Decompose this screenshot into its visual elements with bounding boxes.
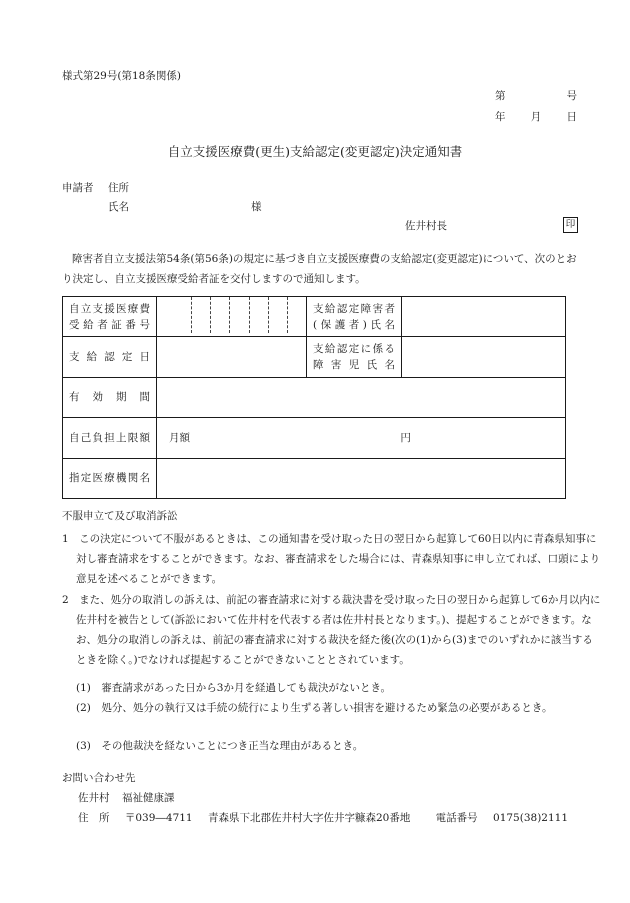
recipient-number-field[interactable] (157, 297, 307, 337)
document-number-line (495, 91, 577, 102)
date-month: 月 (530, 110, 542, 123)
intro-paragraph: 障害者自立支援法第54条(第56条)の規定に基づき自立支援医療費の支給認定(変更認定)について、次のとおり決定し、自立支援医療受給者証を交付しますので通知します。 (62, 253, 577, 285)
contact-village: 佐井村 (78, 792, 110, 804)
institution-field[interactable] (157, 458, 566, 498)
certified-person-field[interactable] (402, 297, 566, 337)
institution-label: 指定医療機関名 (63, 458, 157, 498)
number-digit-boxes (173, 297, 306, 336)
validity-label: 有効期間 (63, 377, 157, 417)
child-name-label: 支給認定に係る障害児氏名 (307, 337, 402, 377)
form-number: 様式第29号(第18条関係) (62, 70, 181, 82)
contact-address-row (78, 813, 580, 824)
table-row (63, 377, 566, 417)
table-row (63, 418, 566, 458)
copay-monthly: 月額 (169, 431, 190, 444)
contact-address-label: 住 所 (78, 812, 110, 824)
number-suffix: 号 (566, 90, 577, 102)
date-day: 日 (566, 110, 577, 123)
table-row (63, 458, 566, 498)
applicant-name-label: 氏名 (108, 201, 129, 213)
copay-field[interactable] (157, 418, 566, 458)
appeal-title: 不服申立て及び取消訴訟 (62, 510, 178, 522)
contact-title: お問い合わせ先 (62, 772, 136, 784)
certification-date-label: 支給認定日 (63, 337, 157, 377)
document-title: 自立支援医療費(更生)支給認定(変更認定)決定通知書 (167, 144, 463, 159)
validity-field[interactable] (157, 377, 566, 417)
contact-phone-label: 電話番号 (435, 812, 478, 824)
date-line (495, 112, 577, 123)
table-row (63, 297, 566, 337)
copay-label: 自己負担上限額 (63, 418, 157, 458)
appeal-sub-3: (3) その他裁決を経ないことにつき正当な理由があるとき。 (76, 740, 364, 752)
contact-phone: 0175(38)2111 (493, 812, 569, 824)
certification-date-field[interactable] (157, 337, 307, 377)
appeal-item-1: 1 この決定について不服があるときは、この通知書を受け取った日の翌日から起算して60日以内に青森県知事に対し審査請求をすることができます。なお、審査請求をした場合には、青森県知事に申し立てれば、口頭により意見を述べることができます。 (62, 533, 601, 585)
certification-table (62, 296, 566, 499)
certified-person-label: 支給認定障害者(保護者)氏名 (307, 297, 402, 337)
contact-postal: 〒039―4711 (124, 812, 193, 824)
copay-unit: 円 (400, 431, 411, 444)
appeal-sub-2: (2) 処分、処分の執行又は手続の続行により生ずる著しい損害を避けるため緊急の必要があるとき。 (76, 702, 553, 714)
contact-department: 福祉健康課 (122, 792, 175, 804)
applicant-address-label: 住所 (108, 182, 129, 194)
number-prefix: 第 (495, 90, 506, 102)
number-date-block (495, 91, 577, 132)
issuer-name: 佐井村長 (405, 220, 447, 232)
recipient-number-label: 自立支援医療費受給者証番号 (63, 297, 157, 337)
applicant-honorific: 様 (251, 201, 262, 213)
contact-address: 青森県下北郡佐井村大字佐井字糠森20番地 (207, 812, 411, 824)
appeal-sub-1: (1) 審査請求があった日から3か月を経過しても裁決がないとき。 (76, 682, 392, 694)
child-name-field[interactable] (402, 337, 566, 377)
table-row (63, 337, 566, 377)
date-year: 年 (495, 110, 506, 123)
applicant-label: 申請者 (62, 182, 94, 194)
appeal-item-2: 2 また、処分の取消しの訴えは、前記の審査請求に対する裁決書を受け取った日の翌日から起算して6か月以内に佐井村を被告として(訴訟において佐井村を代表する者は佐井村長となります。)、提起することができます。なお、処分の取消しの訴えは、前記の審査請求に対する裁決を経た後(次の(1)から(3)までのいずれかに該当するときを除く。)でなければ提起することができないこととされています。 (62, 594, 601, 666)
seal-mark: 印 (563, 217, 578, 233)
